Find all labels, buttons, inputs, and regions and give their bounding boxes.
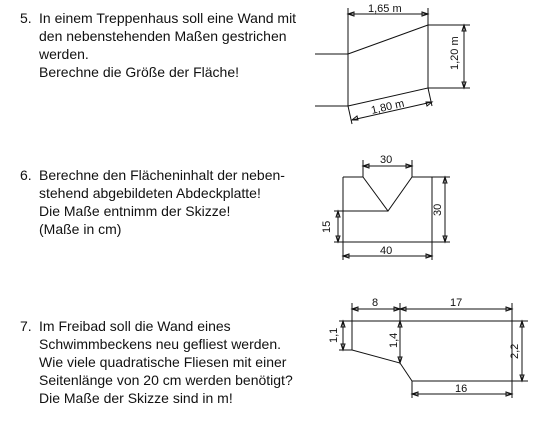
figure-6 xyxy=(321,154,450,260)
dim-left: 1,1 xyxy=(328,327,340,343)
task-line: Wie viele quadratische Fliesen mit einer xyxy=(39,354,287,370)
task-line: Schwimmbeckens neu gefliest werden. xyxy=(39,336,282,352)
task-line: Seitenlänge von 20 cm werden benötigt? xyxy=(39,372,293,388)
dim-bottom: 40 xyxy=(380,245,393,257)
task-line: werden. xyxy=(39,46,89,62)
dim-top-left: 8 xyxy=(372,297,379,309)
dim-top-right: 17 xyxy=(450,297,463,309)
task-number: 6. xyxy=(20,167,32,183)
dim-top: 1,65 m xyxy=(368,3,402,15)
dim-right: 30 xyxy=(432,203,444,216)
dim-right: 2,2 xyxy=(509,343,521,359)
task-text xyxy=(39,317,329,407)
task-line: Berechne die Größe der Fläche! xyxy=(39,64,239,80)
task-line: den nebenstehenden Maßen gestrichen xyxy=(39,28,287,44)
dim-bottom: 1,80 m xyxy=(369,97,406,117)
task-line: Berechne den Flächeninhalt der neben- xyxy=(39,167,285,183)
task-line: Im Freibad soll die Wand eines xyxy=(39,318,231,334)
task-line: Die Maße der Skizze sind in m! xyxy=(39,390,233,406)
task-line: (Maße in cm) xyxy=(39,221,122,237)
dim-top: 30 xyxy=(380,154,393,166)
figure-5 xyxy=(315,3,470,124)
dim-side: 1,20 m xyxy=(449,36,461,70)
task-line: In einem Treppenhaus soll eine Wand mit xyxy=(39,10,297,26)
task-number: 7. xyxy=(20,318,32,334)
task-line: Die Maße entnimm der Skizze! xyxy=(39,203,231,219)
figure-7 xyxy=(328,297,528,398)
task-text xyxy=(39,166,329,238)
dim-left: 15 xyxy=(321,220,333,233)
dim-middle: 1,4 xyxy=(388,332,400,348)
task-line: stehend abgebildeten Abdeckplatte! xyxy=(39,185,261,201)
dim-bottom: 16 xyxy=(455,383,468,395)
task-number: 5. xyxy=(20,10,32,26)
